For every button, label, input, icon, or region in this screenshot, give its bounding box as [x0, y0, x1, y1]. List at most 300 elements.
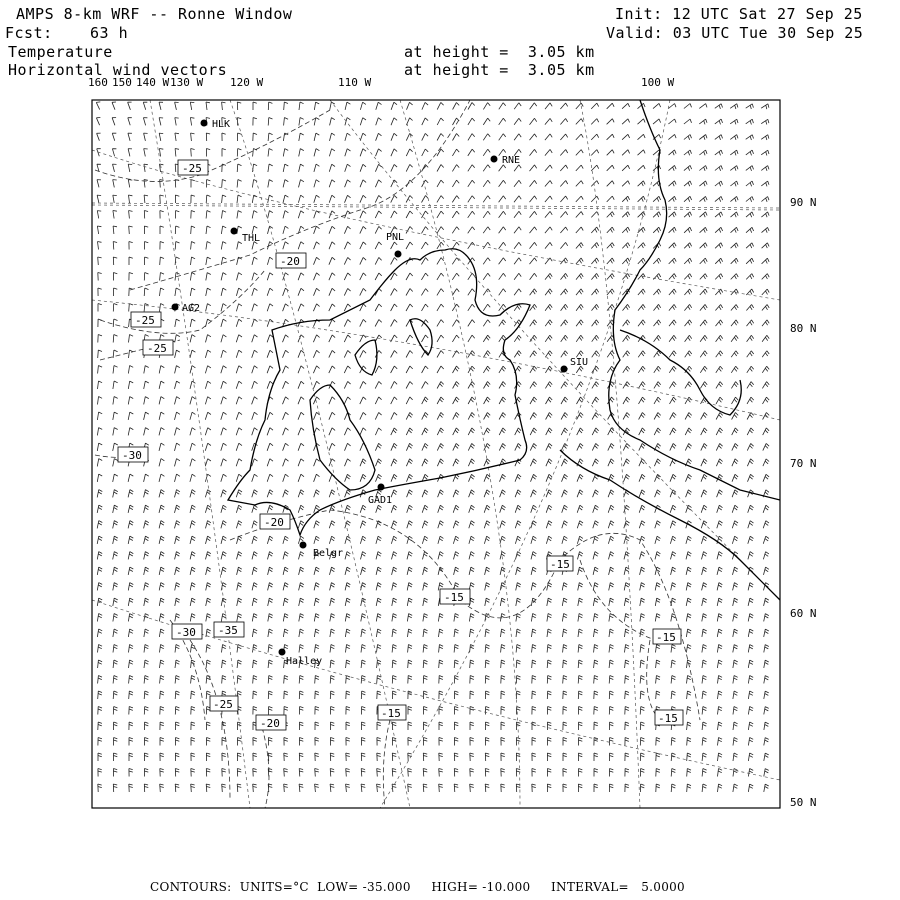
- wind-barb: [516, 645, 521, 653]
- wind-barb: [546, 505, 552, 513]
- wind-barb: [206, 288, 211, 296]
- wind-barb: [144, 149, 148, 157]
- wind-barb: [299, 164, 304, 172]
- wind-barb: [314, 149, 319, 157]
- contour-label: -30: [122, 449, 142, 462]
- wind-barb: [717, 629, 722, 637]
- wind-barb: [576, 320, 583, 326]
- init-time: Init: 12 UTC Sat 27 Sep 25: [615, 5, 863, 23]
- wind-barb: [190, 319, 195, 327]
- wind-barb: [175, 645, 180, 653]
- wind-barb: [530, 165, 537, 171]
- wind-barb: [485, 567, 490, 575]
- wind-barb: [731, 366, 738, 373]
- wind-barb: [329, 490, 335, 498]
- wind-barb: [268, 567, 273, 575]
- wind-barb: [716, 366, 723, 373]
- wind-barb: [578, 645, 583, 653]
- wind-barb: [284, 753, 288, 761]
- wind-barb: [732, 397, 739, 404]
- wind-barb: [283, 381, 289, 388]
- wind-barb: [563, 769, 567, 777]
- wind-barb: [144, 366, 149, 374]
- wind-barb: [237, 614, 242, 622]
- wind-barb: [625, 707, 629, 715]
- wind-barb: [113, 443, 118, 451]
- wind-barb: [716, 443, 722, 450]
- wind-barb: [191, 707, 195, 715]
- wind-barb: [562, 521, 568, 529]
- wind-barb: [175, 459, 180, 467]
- wind-barb: [299, 738, 303, 746]
- graticule-lon-8: [580, 100, 640, 808]
- wind-barb: [190, 273, 195, 281]
- wind-barb: [669, 289, 676, 295]
- wind-barb: [468, 211, 475, 218]
- wind-barb: [360, 350, 366, 357]
- wind-barb: [191, 133, 195, 141]
- wind-barb: [237, 722, 241, 730]
- wind-barb: [391, 289, 398, 296]
- wind-barb: [454, 691, 458, 699]
- wind-barb: [746, 150, 754, 155]
- wind-barb: [577, 428, 583, 435]
- contour-label-box: [547, 556, 573, 571]
- wind-barb: [406, 366, 413, 373]
- contour-label-box: [118, 447, 148, 462]
- wind-barb: [717, 505, 723, 513]
- wind-barb: [591, 196, 599, 202]
- wind-barb: [97, 428, 102, 436]
- wind-barb: [314, 521, 320, 529]
- wind-barb: [746, 181, 754, 186]
- wind-barb: [608, 490, 614, 497]
- wind-barb: [607, 243, 614, 249]
- station-label-thl: THL: [242, 233, 261, 244]
- wind-barb: [268, 583, 273, 591]
- wind-barb: [454, 629, 459, 637]
- wind-barb: [531, 567, 536, 575]
- wind-barb: [422, 521, 428, 529]
- wind-barb: [718, 753, 723, 761]
- wind-barb: [437, 412, 443, 419]
- wind-barb: [268, 614, 273, 622]
- station-marker-belgr: [300, 542, 307, 549]
- wind-barb: [97, 474, 102, 482]
- wind-barb: [360, 195, 366, 202]
- wind-barb: [422, 335, 429, 342]
- wind-barb: [313, 350, 319, 357]
- wind-barb: [545, 289, 552, 295]
- wind-barb: [592, 413, 599, 420]
- wind-barb: [561, 320, 568, 326]
- wind-barb: [298, 505, 304, 513]
- wind-barb: [392, 598, 397, 606]
- wind-barb: [206, 319, 211, 327]
- wind-barb: [330, 738, 334, 746]
- wind-barb: [377, 722, 381, 730]
- wind-barb: [669, 196, 677, 201]
- wind-barb: [422, 412, 428, 419]
- wind-barb: [128, 180, 132, 188]
- wind-barb: [686, 645, 691, 653]
- wind-barb: [607, 289, 614, 295]
- wind-barb: [377, 784, 381, 792]
- wind-barb: [437, 165, 444, 172]
- wind-barb: [454, 660, 458, 668]
- wind-barb: [702, 645, 707, 653]
- wind-barb: [609, 552, 614, 560]
- wind-barb: [283, 567, 288, 575]
- wind-barb: [283, 164, 288, 172]
- wind-barb: [191, 660, 196, 668]
- wind-barb: [501, 722, 505, 730]
- wind-barb: [113, 195, 117, 203]
- wind-barb: [329, 350, 335, 357]
- wind-barb: [346, 676, 350, 684]
- wind-barb: [360, 412, 366, 419]
- wind-barb: [452, 227, 459, 234]
- wind-barb: [499, 211, 506, 217]
- wind-barb: [437, 382, 444, 389]
- wind-barb: [717, 521, 723, 529]
- wind-barb: [609, 707, 613, 715]
- contour-line: [100, 270, 265, 333]
- wind-barb: [499, 196, 506, 202]
- wind-barb: [376, 583, 381, 591]
- wind-barb: [329, 164, 335, 172]
- wind-barb: [375, 195, 381, 202]
- wind-barb: [733, 769, 738, 777]
- wind-barb: [206, 211, 210, 219]
- wind-barb: [483, 196, 490, 203]
- wind-barb: [129, 753, 133, 761]
- wind-barb: [175, 474, 180, 482]
- wind-barb: [516, 676, 520, 684]
- wind-barb: [514, 103, 521, 109]
- wind-barb: [469, 521, 475, 529]
- wind-barb: [530, 382, 537, 389]
- wind-barb: [144, 583, 149, 591]
- wind-barb: [113, 397, 118, 405]
- wind-barb: [144, 273, 148, 281]
- wind-barb: [144, 691, 148, 699]
- wind-barb: [190, 598, 195, 606]
- wind-barb: [717, 567, 722, 575]
- wind-barb: [284, 784, 288, 792]
- wind-barb: [499, 118, 506, 125]
- contour-label: -20: [280, 255, 300, 268]
- wind-barb: [143, 118, 147, 126]
- wind-barb: [346, 722, 350, 730]
- wind-barb: [625, 738, 629, 746]
- wind-barb: [392, 552, 397, 560]
- wind-barb: [439, 707, 443, 715]
- wind-barb: [175, 381, 180, 389]
- wind-barb: [391, 443, 397, 450]
- wind-barb: [97, 412, 102, 420]
- wind-barb: [376, 629, 381, 637]
- graticule-lon-6: [230, 100, 410, 808]
- wind-barb: [314, 195, 320, 203]
- wind-barb: [361, 691, 365, 699]
- wind-barb: [221, 335, 227, 343]
- wind-barb: [686, 536, 692, 544]
- wind-barb: [531, 505, 537, 513]
- wind-barb: [625, 645, 630, 653]
- wind-barb: [175, 583, 180, 591]
- wind-barb: [175, 505, 180, 513]
- wind-barb: [623, 351, 630, 358]
- wind-barb: [129, 660, 134, 668]
- wind-barb: [268, 707, 272, 715]
- wind-barb: [576, 196, 583, 202]
- wind-barb: [437, 459, 443, 466]
- wind-barb: [485, 738, 489, 746]
- wind-barb: [284, 769, 288, 777]
- wind-barb: [252, 211, 257, 219]
- wind-barb: [128, 474, 133, 482]
- wind-barb: [453, 521, 459, 529]
- wind-barb: [748, 474, 754, 481]
- wind-barb: [253, 753, 257, 761]
- wind-barb: [484, 505, 490, 513]
- wind-barb: [113, 552, 118, 560]
- wind-barb: [423, 552, 428, 560]
- wind-barb: [360, 226, 366, 233]
- wind-barb: [190, 428, 196, 436]
- wind-barb: [576, 227, 583, 233]
- wind-barb: [452, 165, 459, 172]
- wind-barb: [236, 381, 242, 389]
- wind-barb: [360, 180, 366, 187]
- graticule: [92, 100, 780, 808]
- wind-barb: [206, 567, 211, 575]
- wind-barb: [283, 335, 289, 342]
- wind-barb: [391, 366, 398, 373]
- wind-barb: [112, 102, 116, 110]
- wind-barb: [97, 629, 102, 637]
- wind-barb: [610, 784, 614, 792]
- wind-barb: [560, 103, 567, 109]
- wind-barb: [640, 583, 645, 591]
- wind-barb: [718, 676, 723, 684]
- wind-barb: [455, 722, 459, 730]
- stations: [172, 119, 589, 667]
- wind-barb: [563, 676, 567, 684]
- wind-barb: [764, 660, 769, 668]
- wind-barb: [530, 304, 537, 310]
- wind-barb: [361, 583, 366, 591]
- wind-barb: [653, 289, 660, 295]
- wind-barb: [437, 149, 444, 156]
- wind-barb: [530, 149, 537, 155]
- wind-barb: [423, 629, 428, 637]
- wind-barb: [175, 769, 179, 777]
- wind-barb: [685, 351, 692, 358]
- wind-barb: [656, 676, 661, 684]
- wind-barb: [500, 598, 505, 606]
- wind-barb: [653, 196, 661, 201]
- wind-barb: [578, 707, 582, 715]
- wind-barb: [283, 350, 289, 357]
- wind-barb: [733, 583, 738, 591]
- wind-barb: [129, 676, 133, 684]
- wind-barb: [747, 459, 753, 466]
- wind-barb: [748, 598, 753, 606]
- station-label-pnl: PNL: [386, 232, 405, 243]
- wind-barb: [283, 211, 288, 219]
- wind-barb: [670, 428, 676, 435]
- wind-barb: [299, 707, 303, 715]
- wind-barb: [578, 552, 583, 560]
- wind-barb: [516, 660, 520, 668]
- wind-barb: [375, 412, 381, 419]
- wind-barb: [671, 552, 676, 560]
- berkner-island-outline: [310, 385, 375, 490]
- wind-barb: [113, 180, 117, 188]
- wind-barb: [175, 536, 180, 544]
- wind-barb: [206, 769, 210, 777]
- wind-barb: [687, 753, 691, 761]
- wind-barb: [129, 242, 133, 250]
- wind-barb: [144, 598, 149, 606]
- wind-barb: [483, 258, 490, 265]
- wind-barb: [268, 629, 273, 637]
- wind-barb: [237, 102, 241, 110]
- wind-barb: [731, 227, 739, 232]
- wind-barb: [686, 614, 691, 622]
- wind-barb: [345, 164, 351, 172]
- wind-barb: [191, 257, 196, 265]
- wind-barb: [422, 459, 428, 466]
- wind-barb: [639, 505, 645, 513]
- wind-barb: [98, 304, 102, 312]
- wind-barb: [159, 583, 164, 591]
- wind-barb: [267, 350, 273, 357]
- contour-label-box: [440, 589, 470, 604]
- wind-barb: [97, 133, 101, 141]
- wind-barb: [671, 660, 676, 668]
- wind-barb: [222, 133, 226, 141]
- wind-barb: [469, 567, 474, 575]
- wind-barb: [329, 226, 335, 233]
- wind-barb: [699, 150, 707, 155]
- wind-barb: [733, 598, 738, 606]
- wind-barb: [579, 738, 583, 746]
- wind-barb: [360, 428, 366, 435]
- wind-barb: [299, 118, 304, 126]
- wind-barb: [530, 397, 537, 404]
- wind-barb: [578, 660, 582, 668]
- wind-barb: [701, 428, 707, 435]
- wind-barb: [764, 769, 769, 777]
- wind-barb: [221, 490, 227, 498]
- wind-barb: [175, 319, 180, 327]
- wind-barb: [516, 753, 520, 761]
- wind-barb: [609, 645, 614, 653]
- wind-barb: [329, 397, 335, 404]
- wind-barb: [732, 474, 738, 481]
- wind-barb: [764, 614, 769, 622]
- island-outline: [355, 340, 377, 375]
- wind-barb: [455, 707, 459, 715]
- wind-barb: [345, 133, 351, 141]
- wind-barb: [206, 784, 210, 792]
- wind-barb: [144, 257, 148, 265]
- wind-barb: [716, 335, 723, 341]
- wind-barb: [128, 490, 133, 498]
- wind-barb: [283, 583, 288, 591]
- wind-barb: [669, 181, 677, 186]
- contour-label-box: [653, 629, 681, 644]
- wind-barb: [700, 351, 707, 358]
- wind-barb: [746, 258, 754, 264]
- wind-barb: [408, 691, 412, 699]
- wind-barb: [609, 598, 614, 606]
- wind-barb: [561, 304, 568, 310]
- wind-barb: [160, 660, 165, 668]
- wind-barb: [530, 428, 536, 435]
- wind-barb: [562, 474, 568, 481]
- wind-barb: [253, 645, 258, 653]
- contour-line: [383, 720, 390, 808]
- wind-barb: [731, 274, 739, 280]
- wind-barb: [516, 629, 521, 637]
- wind-barb: [625, 691, 629, 699]
- wind-barb: [762, 320, 769, 326]
- wind-barb: [96, 102, 100, 110]
- wind-barb: [268, 660, 273, 668]
- wind-barb: [268, 102, 272, 110]
- wind-barb: [576, 103, 583, 109]
- wind-barb: [670, 397, 677, 404]
- wind-barb: [128, 552, 133, 560]
- wind-barb: [236, 397, 242, 405]
- wind-barb: [731, 305, 738, 311]
- wind-barb: [221, 366, 227, 374]
- station-label-rne: RNE: [502, 155, 521, 166]
- wind-barb: [237, 769, 241, 777]
- wind-barb: [560, 119, 567, 125]
- wind-barb: [408, 784, 412, 792]
- wind-barb: [407, 583, 412, 591]
- wind-barb: [314, 598, 319, 606]
- wind-barb: [422, 211, 429, 218]
- wind-barb: [206, 521, 211, 529]
- wind-barb: [330, 753, 334, 761]
- wind-barb: [655, 552, 660, 560]
- wind-barb: [345, 180, 351, 187]
- wind-barb: [732, 521, 738, 529]
- wind-barb: [484, 490, 490, 497]
- wind-barb: [624, 552, 629, 560]
- wind-barb: [314, 629, 319, 637]
- wind-barb: [500, 474, 506, 481]
- wind-barb: [159, 366, 164, 374]
- wind-barb: [222, 676, 226, 684]
- wind-barb: [344, 257, 350, 264]
- wind-barb: [97, 536, 102, 544]
- wind-barb: [408, 738, 412, 746]
- wind-barb: [391, 320, 398, 327]
- wind-barb: [748, 552, 754, 560]
- wind-barb: [640, 769, 644, 777]
- wind-barb: [499, 366, 506, 373]
- wind-barb: [545, 273, 552, 279]
- wind-barb: [483, 103, 490, 110]
- wind-barb: [671, 769, 675, 777]
